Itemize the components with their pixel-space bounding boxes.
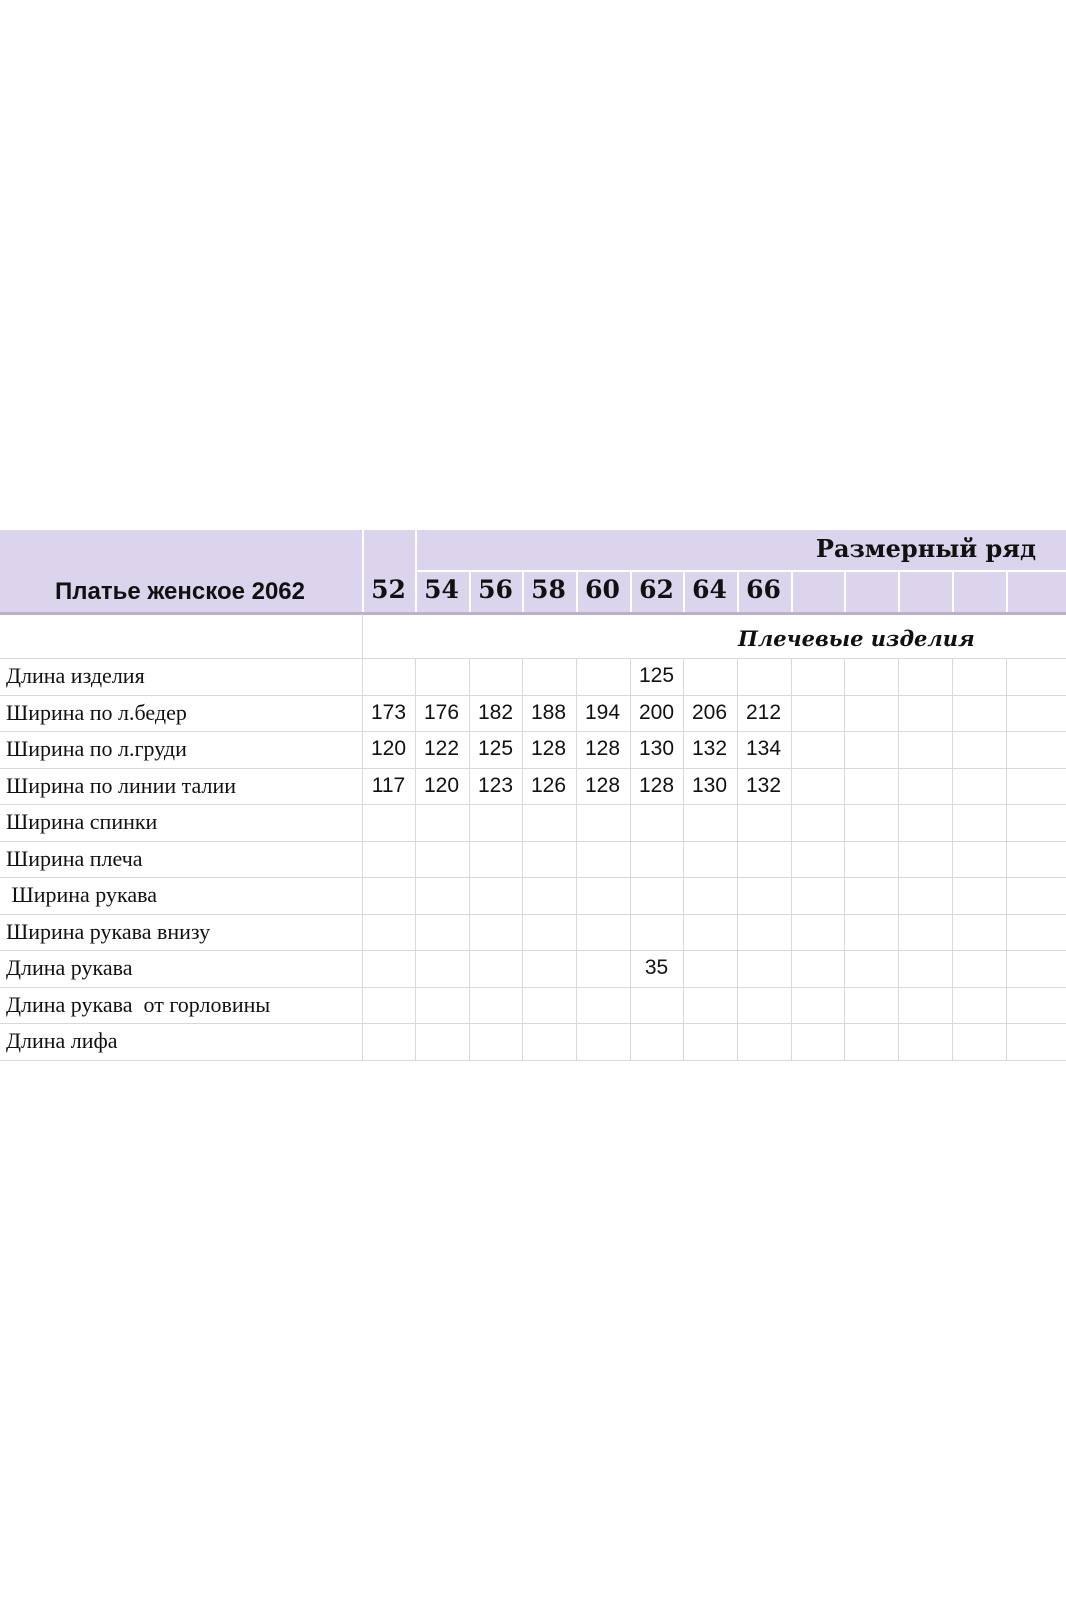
row-label: Длина рукава	[6, 955, 133, 980]
table-cell: 130	[638, 737, 675, 760]
table-cell	[576, 841, 629, 877]
table-cell: 117	[371, 773, 406, 797]
table-cell: 200	[638, 700, 675, 724]
section-label: Плечевые изделия	[738, 626, 975, 651]
grid-column-line	[844, 658, 845, 1060]
header-divider	[898, 570, 900, 612]
table-cell	[683, 658, 736, 694]
size-label: 66	[746, 575, 781, 604]
header-divider	[952, 570, 954, 612]
table-cell	[683, 950, 736, 986]
table-cell	[362, 804, 415, 840]
table-cell	[683, 987, 736, 1023]
grid-column-line	[1006, 658, 1007, 1060]
table-cell	[469, 950, 522, 986]
row-label: Ширина по линии талии	[6, 772, 236, 798]
table-cell	[683, 1023, 736, 1059]
row-label: Ширина спинки	[6, 809, 158, 834]
table-cell: 122	[423, 737, 460, 760]
table-cell: 120	[423, 773, 460, 797]
table-cell: 173	[370, 700, 407, 724]
size-range-title: Размерный ряд	[815, 534, 1036, 563]
table-cell	[737, 950, 790, 986]
table-cell: 212	[745, 700, 782, 724]
table-cell: 125	[477, 737, 514, 760]
table-cell	[737, 914, 790, 950]
table-cell: 176	[423, 700, 460, 724]
table-cell	[576, 658, 629, 694]
table-cell	[737, 987, 790, 1023]
table-cell	[576, 877, 629, 913]
size-label: 54	[424, 575, 459, 604]
table-cell	[576, 1023, 629, 1059]
table-cell	[469, 914, 522, 950]
table-cell	[683, 804, 736, 840]
size-label: 60	[585, 575, 620, 604]
table-cell	[576, 804, 629, 840]
table-cell: 120	[370, 737, 407, 760]
table-cell	[683, 914, 736, 950]
table-cell	[362, 950, 415, 986]
table-cell	[522, 1023, 575, 1059]
table-cell	[469, 841, 522, 877]
table-cell: 128	[530, 737, 567, 760]
table-cell	[630, 1023, 683, 1059]
table-cell	[362, 841, 415, 877]
row-label: Ширина рукава внизу	[6, 918, 211, 944]
row-label: Длина изделия	[6, 663, 145, 688]
table-cell: 126	[530, 773, 567, 797]
table-cell	[415, 841, 468, 877]
table-cell	[469, 877, 522, 913]
table-cell	[415, 1023, 468, 1059]
header-divider	[844, 570, 846, 612]
table-cell	[415, 877, 468, 913]
table-cell	[415, 914, 468, 950]
table-cell	[362, 1023, 415, 1059]
table-cell: 35	[644, 956, 669, 979]
table-cell: 130	[691, 773, 728, 797]
table-cell: 194	[584, 700, 621, 724]
size-label: 56	[478, 575, 513, 604]
table-cell: 134	[745, 737, 782, 760]
row-label: Ширина плеча	[6, 845, 143, 871]
size-label: 62	[639, 575, 674, 604]
table-cell	[469, 1023, 522, 1059]
header-divider	[415, 570, 1066, 572]
grid-row-line	[0, 1060, 1066, 1061]
table-cell	[415, 950, 468, 986]
table-cell: 132	[745, 773, 782, 797]
size-label: 64	[692, 575, 727, 604]
row-label: Ширина по л.бедер	[6, 699, 187, 725]
table-cell	[522, 804, 575, 840]
table-header	[0, 530, 1066, 615]
table-cell	[737, 841, 790, 877]
row-label: Длина рукава от горловины	[6, 991, 271, 1017]
table-cell	[576, 950, 629, 986]
grid-column-line	[952, 658, 953, 1060]
size-label: 52	[371, 575, 406, 604]
table-cell	[415, 658, 468, 694]
grid-column-line	[791, 658, 792, 1060]
table-cell	[630, 914, 683, 950]
table-cell	[469, 658, 522, 694]
table-cell	[576, 987, 629, 1023]
row-label: Ширина рукава	[6, 882, 157, 907]
table-cell	[737, 877, 790, 913]
table-cell	[630, 877, 683, 913]
table-cell	[362, 987, 415, 1023]
size-chart-table	[0, 530, 1066, 1060]
table-cell	[362, 914, 415, 950]
header-divider	[791, 570, 793, 612]
table-cell	[522, 658, 575, 694]
table-cell	[737, 1023, 790, 1059]
table-cell	[683, 877, 736, 913]
table-cell	[630, 841, 683, 877]
table-cell	[737, 804, 790, 840]
table-cell	[469, 987, 522, 1023]
table-cell	[522, 950, 575, 986]
size-label: 58	[531, 575, 566, 604]
table-cell: 125	[638, 664, 675, 687]
table-cell	[522, 914, 575, 950]
table-cell: 182	[477, 700, 514, 724]
product-title: Платье женское 2062	[54, 578, 306, 605]
table-cell	[630, 987, 683, 1023]
table-cell: 188	[530, 700, 567, 724]
table-cell	[576, 914, 629, 950]
header-divider	[1006, 570, 1008, 612]
table-cell	[362, 877, 415, 913]
table-cell: 206	[691, 700, 728, 724]
table-cell: 128	[638, 773, 675, 797]
table-cell: 128	[584, 737, 621, 760]
table-cell	[683, 841, 736, 877]
row-label: Длина лифа	[6, 1028, 118, 1053]
table-cell	[415, 804, 468, 840]
table-cell: 123	[477, 773, 514, 797]
table-cell	[522, 987, 575, 1023]
table-cell	[522, 841, 575, 877]
table-cell	[630, 804, 683, 840]
table-cell: 132	[691, 737, 728, 760]
table-cell	[737, 658, 790, 694]
table-cell: 128	[584, 773, 621, 797]
grid-column-line	[898, 658, 899, 1060]
row-label: Ширина по л.груди	[6, 736, 187, 761]
table-cell	[362, 658, 415, 694]
table-cell	[522, 877, 575, 913]
table-cell	[469, 804, 522, 840]
table-cell	[415, 987, 468, 1023]
